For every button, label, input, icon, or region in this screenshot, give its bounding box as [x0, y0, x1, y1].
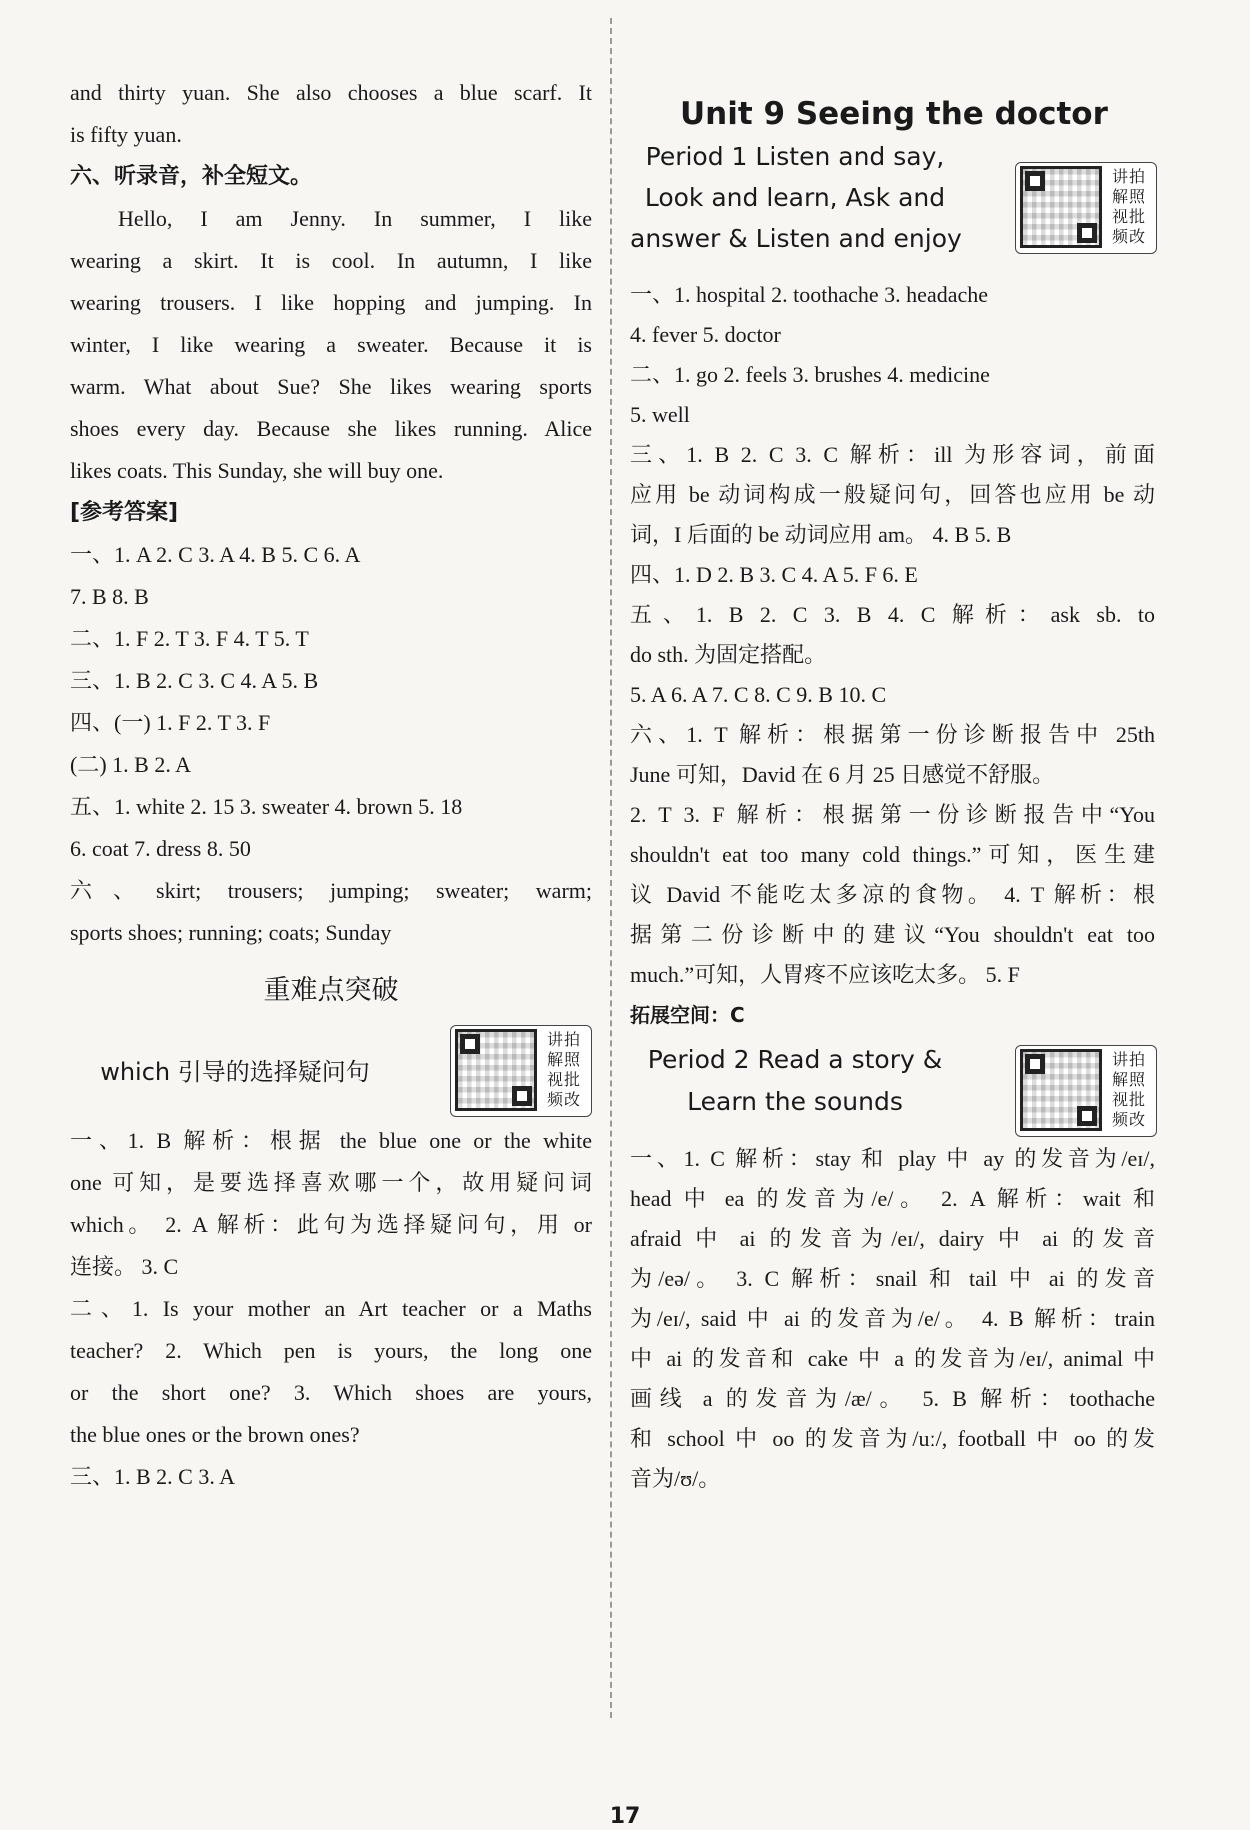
qr-label-line: 解照: [1111, 1070, 1146, 1089]
answer-line: which。 2. A 解析：此句为选择疑问句，用 or: [70, 1212, 592, 1237]
answer-line: 应用 be 动词构成一般疑问句，回答也应用 be 动: [630, 482, 1155, 507]
answer-line: 音为/ʊ/。: [630, 1466, 721, 1491]
answer-line: 六、skirt; trousers; jumping; sweater; warm;: [70, 878, 592, 903]
answer-line: (二) 1. B 2. A: [70, 752, 192, 777]
answer-line: 2. T 3. F 解析：根据第一份诊断报告中“You: [630, 802, 1155, 827]
text-line: wearing trousers. I like hopping and jumping. In: [70, 290, 592, 315]
answer-line: one 可知，是要选择喜欢哪一个，故用疑问词: [70, 1170, 592, 1195]
text-line: is fifty yuan.: [70, 122, 182, 147]
text-line: likes coats. This Sunday, she will buy one.: [70, 458, 444, 483]
answer-line: 三、1. B 2. C 3. C 4. A 5. B: [70, 668, 319, 693]
answer-line: June 可知，David 在 6 月 25 日感觉不舒服。: [630, 762, 1055, 787]
answer-line: 一、1. B 解析：根据 the blue one or the white: [70, 1128, 592, 1153]
qr-label-line: 解照: [546, 1050, 581, 1069]
qr-label-line: 讲拍: [546, 1030, 581, 1049]
answer-line: shouldn't eat too many cold things.”可知，医生建: [630, 842, 1155, 867]
answer-line: 为/eə/。 3. C 解析：snail 和 tail 中 ai 的发音: [630, 1266, 1155, 1291]
answer-line: sports shoes; running; coats; Sunday: [70, 920, 392, 945]
period-title: Period 1 Listen and say,: [645, 142, 945, 171]
answer-line: 五、1. white 2. 15 3. sweater 4. brown 5. 18: [70, 794, 463, 819]
answer-line: 四、(一) 1. F 2. T 3. F: [70, 710, 271, 735]
qr-label: [1106, 167, 1152, 247]
qr-code-icon[interactable]: [455, 1029, 537, 1111]
answer-line: or the short one? 3. Which shoes are yours,: [70, 1380, 592, 1405]
answer-line: 为/eɪ/, said 中 ai 的发音为/e/。 4. B 解析：train: [630, 1306, 1155, 1331]
answer-line: 和 school 中 oo 的发音为/uː/, football 中 oo 的发: [630, 1426, 1155, 1451]
answer-line: do sth. 为固定搭配。: [630, 642, 827, 667]
qr-panel: [450, 1025, 592, 1117]
qr-code-icon[interactable]: [1020, 166, 1102, 248]
answer-line: 一、1. C 解析：stay 和 play 中 ay 的发音为/eɪ/,: [630, 1146, 1155, 1171]
answer-line: 7. B 8. B: [70, 584, 149, 609]
period-title: Period 2 Read a story &: [647, 1045, 943, 1074]
period-title: answer & Listen and enjoy: [630, 224, 962, 253]
qr-label-line: 讲拍: [1111, 1050, 1146, 1069]
topic-title: which 引导的选择疑问句: [100, 1058, 370, 1086]
qr-label-line: 频改: [1111, 227, 1146, 246]
answer-line: 二、1. go 2. feels 3. brushes 4. medicine: [630, 362, 990, 387]
qr-panel: [1015, 1045, 1157, 1137]
column-divider: [610, 18, 612, 1718]
qr-label-line: 视批: [1111, 1090, 1146, 1109]
answer-line: much.”可知，人胃疼不应该吃太多。 5. F: [630, 962, 1020, 987]
answer-line: 据第二份诊断中的建议“You shouldn't eat too: [630, 922, 1155, 947]
qr-label-line: 解照: [1111, 187, 1146, 206]
page-number: 17: [609, 1804, 641, 1829]
qr-code-icon[interactable]: [1020, 1049, 1102, 1131]
text-line: Hello, I am Jenny. In summer, I like: [118, 206, 592, 231]
answer-line: 三、1. B 2. C 3. C 解析：ill 为形容词，前面: [630, 442, 1155, 467]
text-line: and thirty yuan. She also chooses a blue scarf. It: [70, 80, 592, 105]
qr-label-line: 讲拍: [1111, 167, 1146, 186]
qr-panel: [1015, 162, 1157, 254]
answer-line: 5. well: [630, 402, 690, 427]
answer-line: the blue ones or the brown ones?: [70, 1422, 360, 1447]
answer-line: 5. A 6. A 7. C 8. C 9. B 10. C: [630, 682, 887, 707]
answer-line: 二、1. Is your mother an Art teacher or a Maths: [70, 1296, 592, 1321]
text-line: wearing a skirt. It is cool. In autumn, I like: [70, 248, 592, 273]
answer-line: 一、1. hospital 2. toothache 3. headache: [630, 282, 989, 307]
answer-line: 六、1. T 解析：根据第一份诊断报告中 25th: [630, 722, 1155, 747]
answer-line: 中 ai 的发音和 cake 中 a 的发音为/eɪ/, animal 中: [630, 1346, 1155, 1371]
unit-title: Unit 9 Seeing the doctor: [680, 96, 1108, 132]
answer-line: afraid 中 ai 的发音为/eɪ/, dairy 中 ai 的发音: [630, 1226, 1155, 1251]
answer-line: 五、1. B 2. C 3. B 4. C 解析：ask sb. to: [630, 602, 1155, 627]
qr-label-line: 视批: [546, 1070, 581, 1089]
section-title: 重难点突破: [263, 975, 399, 1006]
section-heading: 六、听录音，补全短文。: [70, 164, 313, 189]
answer-line: 二、1. F 2. T 3. F 4. T 5. T: [70, 626, 309, 651]
period-title: Learn the sounds: [687, 1087, 903, 1116]
answer-line: teacher? 2. Which pen is yours, the long one: [70, 1338, 592, 1363]
answer-line: 4. fever 5. doctor: [630, 322, 781, 347]
answer-line: 6. coat 7. dress 8. 50: [70, 836, 251, 861]
answer-line: 连接。 3. C: [70, 1254, 179, 1279]
text-line: shoes every day. Because she likes running. Alice: [70, 416, 592, 441]
answer-line: 画线 a 的发音为/æ/。 5. B 解析：toothache: [630, 1386, 1155, 1411]
text-line: winter, I like wearing a sweater. Because it is: [70, 332, 592, 357]
extension-label: 拓展空间：C: [630, 1003, 745, 1027]
answer-line: head 中 ea 的发音为/e/。 2. A 解析：wait 和: [630, 1186, 1155, 1211]
answer-key-label: [参考答案]: [70, 500, 179, 525]
text-line: warm. What about Sue? She likes wearing sports: [70, 374, 592, 399]
qr-label: [541, 1030, 587, 1110]
qr-label-line: 频改: [1111, 1110, 1146, 1129]
qr-label: [1106, 1050, 1152, 1130]
period-title: Look and learn, Ask and: [644, 183, 946, 212]
answer-line: 一、1. A 2. C 3. A 4. B 5. C 6. A: [70, 542, 361, 567]
answer-line: 三、1. B 2. C 3. A: [70, 1464, 236, 1489]
qr-label-line: 频改: [546, 1090, 581, 1109]
answer-line: 词，I 后面的 be 动词应用 am。 4. B 5. B: [630, 522, 1012, 547]
answer-line: 议 David 不能吃太多凉的食物。 4. T 解析：根: [630, 882, 1155, 907]
answer-line: 四、1. D 2. B 3. C 4. A 5. F 6. E: [630, 562, 918, 587]
qr-label-line: 视批: [1111, 207, 1146, 226]
